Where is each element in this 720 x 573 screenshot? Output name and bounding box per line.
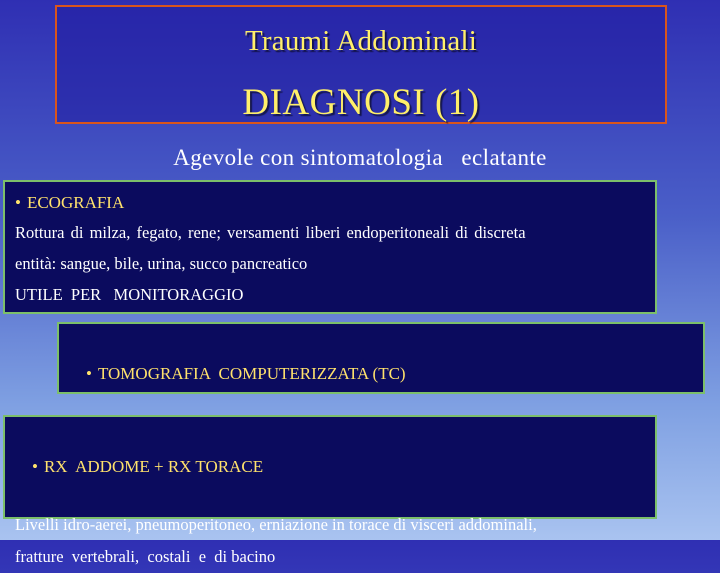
section-heading <box>69 332 703 416</box>
section-ecografia <box>3 180 657 314</box>
section-title: ECOGRAFIA <box>26 193 125 212</box>
section-line: Rottura di milza, fegato, rene; versamenti liberi endoperitoneali di discreta <box>15 223 526 242</box>
bullet-icon: • <box>32 457 38 476</box>
section-heading <box>15 189 655 217</box>
bullet-icon: • <box>15 193 21 212</box>
section-rx <box>3 415 657 566</box>
bullet-icon: • <box>86 364 92 383</box>
section-line: UTILE PER MONITORAGGIO <box>15 285 244 304</box>
slide-subtitle: Agevole con sintomatologia eclatante <box>173 145 547 170</box>
section-line: fratture vertebrali, costali e di bacino <box>15 547 276 566</box>
section-line: entità: sangue, bile, urina, succo pancreatico <box>15 254 308 273</box>
slide-heading: DIAGNOSI (1) <box>242 82 480 123</box>
section-title: RX ADDOME + RX TORACE <box>43 457 264 476</box>
section-line: Livelli idro-aerei, pneumoperitoneo, erniazione in torace di visceri addominali, <box>15 515 537 534</box>
slide-title: Traumi Addominali <box>245 25 477 57</box>
section-heading <box>15 425 655 509</box>
title-box <box>55 5 667 124</box>
section-tomografia <box>57 322 705 394</box>
section-title: TOMOGRAFIA COMPUTERIZZATA (TC) <box>97 364 406 383</box>
